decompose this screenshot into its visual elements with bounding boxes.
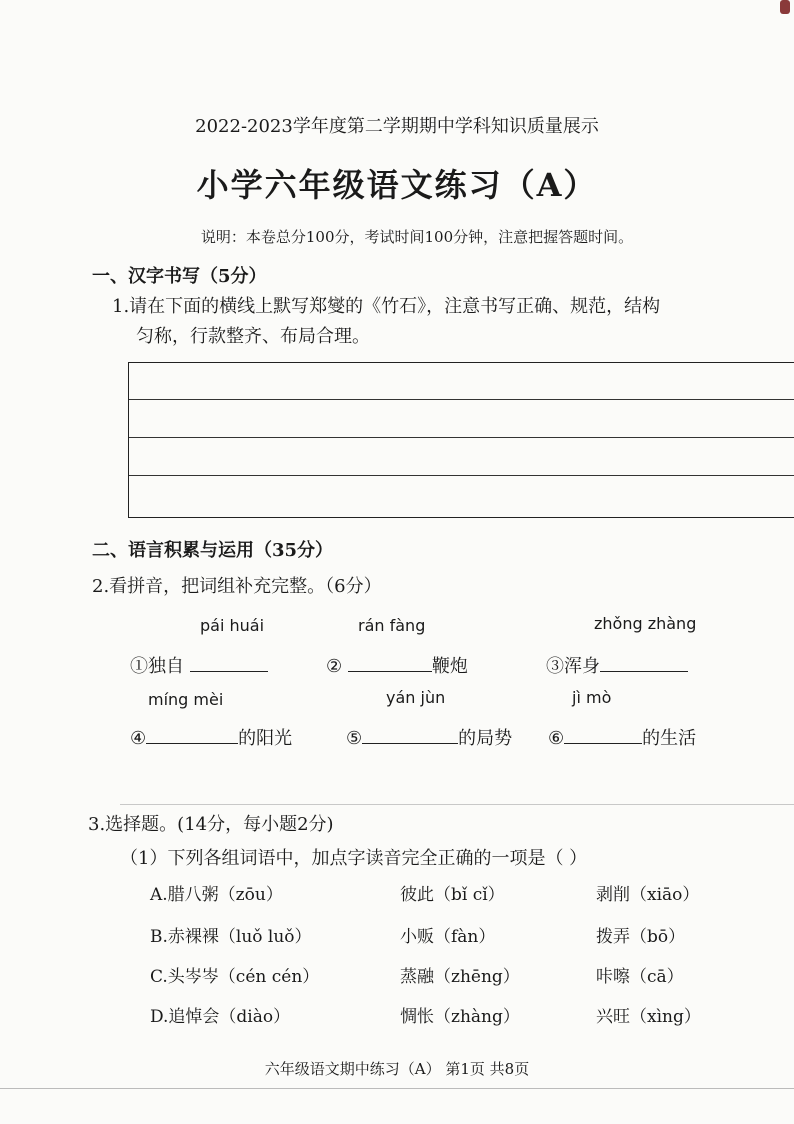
option-a-1[interactable]: A.腊八粥（zōu）	[150, 885, 283, 905]
fill-item-6: ⑥ 的生活	[548, 724, 696, 750]
question-1-line-1: 1.请在下面的横线上默写郑燮的《竹石》，注意书写正确、规范，结构	[112, 296, 661, 317]
pinyin-3: zhǒng zhàng	[594, 614, 697, 633]
answer-blank[interactable]	[564, 725, 642, 744]
fold-line	[120, 804, 794, 805]
pinyin-5: yán jùn	[386, 688, 446, 707]
option-a-2: 彼此（bǐ cǐ）	[400, 885, 505, 905]
fill-item-1: ①独自	[130, 652, 268, 678]
answer-blank[interactable]	[362, 725, 458, 744]
fill-item-4: ④ 的阳光	[130, 724, 292, 750]
fill-item-5: ⑤ 的局势	[346, 724, 512, 750]
option-b-2: 小贩（fàn）	[400, 927, 496, 947]
option-d-3: 兴旺（xìng）	[596, 1007, 701, 1027]
page-edge	[0, 1088, 794, 1089]
poem-writing-area[interactable]	[128, 362, 794, 518]
question-3-1-stem: （1）下列各组词语中，加点字读音完全正确的一项是（ ）	[120, 848, 588, 869]
option-c-2: 蒸融（zhēng）	[400, 967, 520, 987]
answer-blank[interactable]	[190, 653, 268, 672]
page-footer: 六年级语文期中练习（A） 第1页 共8页	[264, 1060, 530, 1078]
answer-blank[interactable]	[600, 653, 688, 672]
pinyin-6: jì mò	[572, 688, 612, 707]
fill-item-3: ③浑身	[546, 652, 688, 678]
exam-title: 小学六年级语文练习（A）	[196, 166, 598, 204]
corner-mark	[780, 0, 790, 14]
answer-blank[interactable]	[146, 725, 238, 744]
section-2-heading: 二、语言积累与运用（35分）	[92, 540, 334, 561]
option-c-3: 咔嚓（cā）	[596, 967, 684, 987]
question-2-prompt: 2.看拼音，把词组补充完整。（6分）	[92, 576, 382, 597]
writing-line	[129, 437, 794, 438]
writing-line	[129, 399, 794, 400]
option-b-1[interactable]: B.赤裸裸（luǒ luǒ）	[150, 927, 312, 947]
answer-blank[interactable]	[348, 653, 432, 672]
pinyin-1: pái huái	[200, 616, 265, 635]
question-3-prompt: 3.选择题。(14分，每小题2分)	[88, 814, 334, 835]
exam-subtitle: 2022-2023学年度第二学期期中学科知识质量展示	[195, 116, 599, 137]
exam-note: 说明：本卷总分100分，考试时间100分钟，注意把握答题时间。	[200, 228, 634, 246]
pinyin-2: rán fàng	[358, 616, 426, 635]
option-c-1[interactable]: C.头岑岑（cén cén）	[150, 967, 320, 987]
option-d-2: 惆怅（zhàng）	[400, 1007, 520, 1027]
option-a-3: 剥削（xiāo）	[596, 885, 700, 905]
section-1-heading: 一、汉字书写（5分）	[92, 266, 267, 287]
question-1-line-2: 匀称，行款整齐、布局合理。	[136, 326, 370, 347]
option-b-3: 拨弄（bō）	[596, 927, 686, 947]
writing-line	[129, 475, 794, 476]
option-d-1[interactable]: D.追悼会（diào）	[150, 1007, 291, 1027]
pinyin-4: míng mèi	[148, 690, 224, 709]
fill-item-2: ② 鞭炮	[326, 652, 468, 678]
